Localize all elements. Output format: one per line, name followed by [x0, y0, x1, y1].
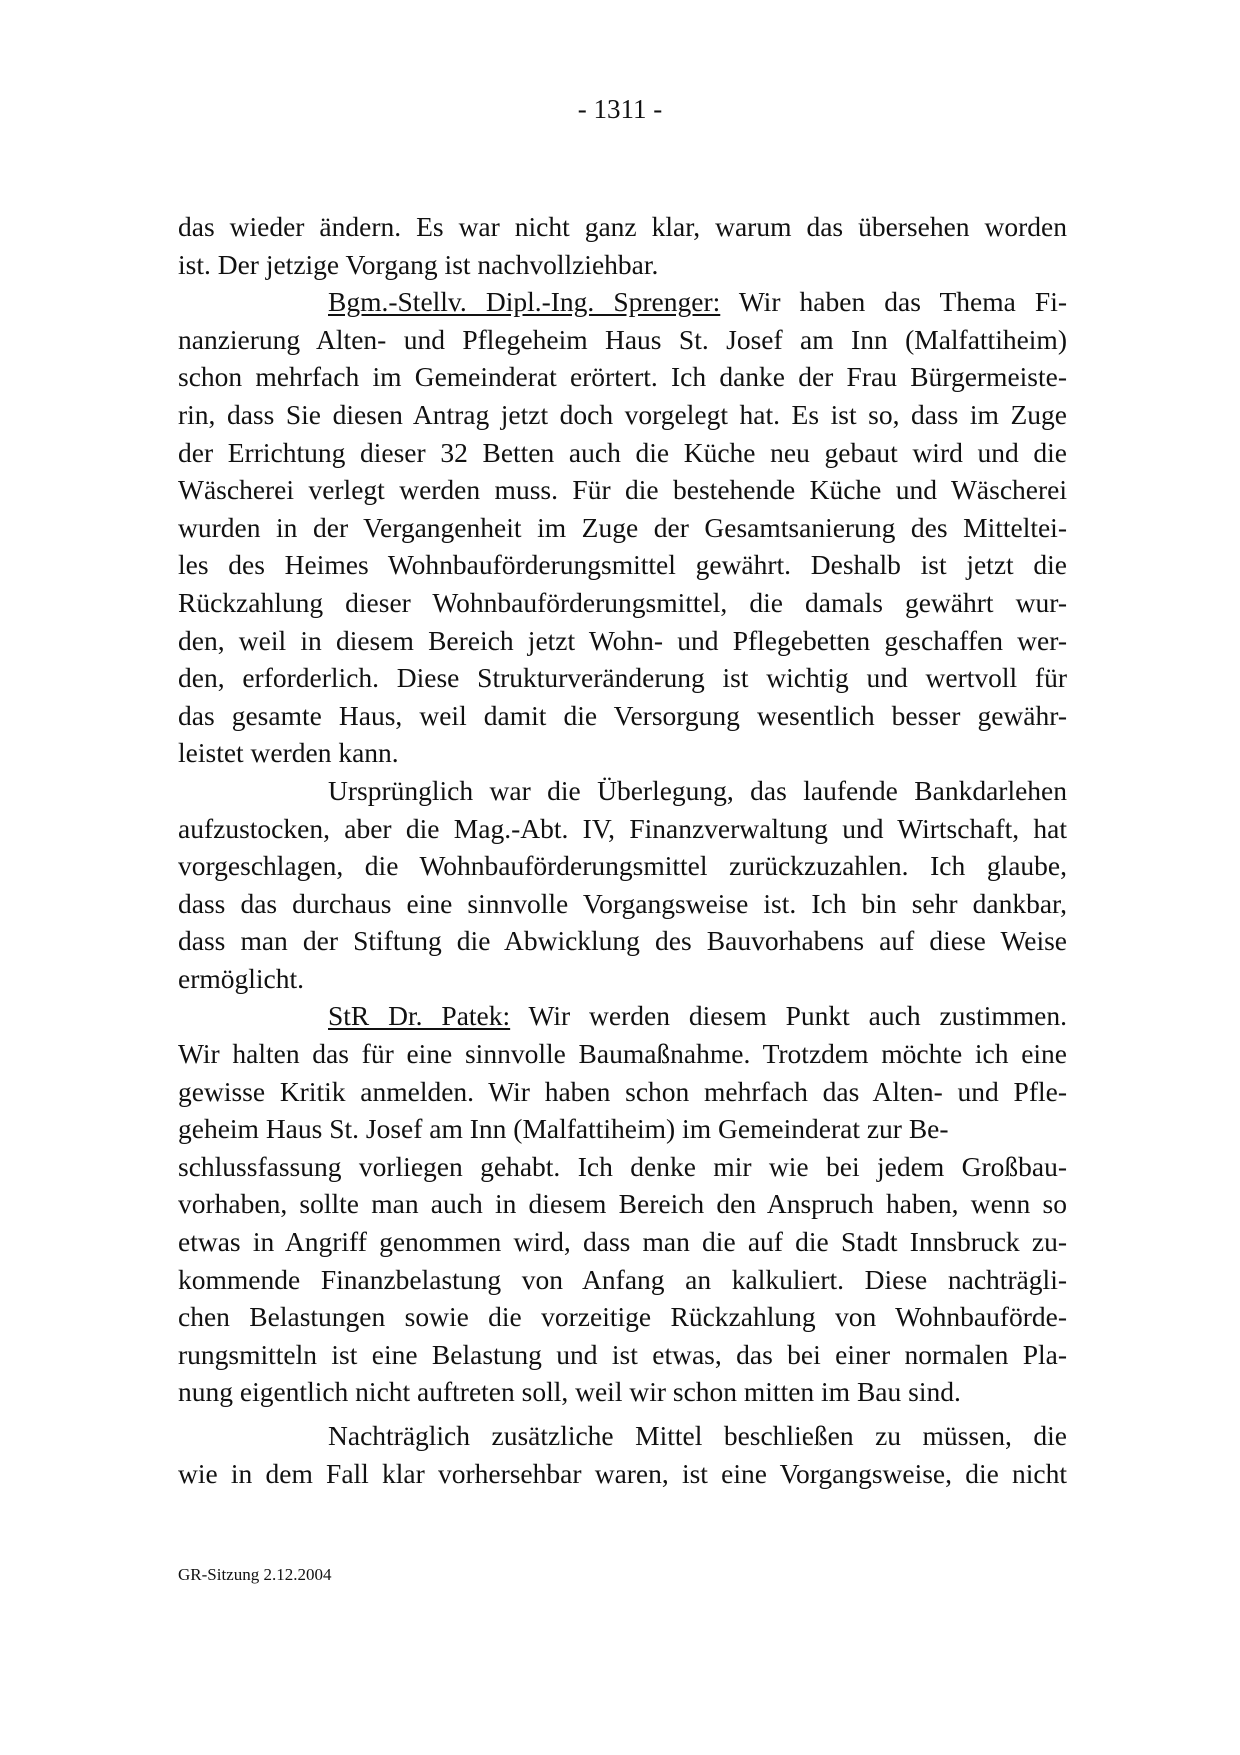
text-line: wie in dem Fall klar vorhersehbar waren, ist eine Vorgangsweise, die nicht — [178, 1457, 1067, 1489]
speaker-line-sprenger — [178, 283, 1067, 321]
text-line: rin, dass Sie diesen Antrag jetzt doch vorgelegt hat. Es ist so, dass im Zuge — [178, 398, 1067, 430]
text-line: dass das durchaus eine sinnvolle Vorgangsweise ist. Ich bin sehr dankbar, — [178, 887, 1067, 919]
text-line: ist. Der jetzige Vorgang ist nachvollziehbar. — [178, 248, 659, 280]
text-line: das gesamte Haus, weil damit die Versorgung wesentlich besser gewähr- — [178, 699, 1067, 731]
text-line: aufzustocken, aber die Mag.-Abt. IV, Finanzverwaltung und Wirtschaft, hat — [178, 812, 1067, 844]
text-line: vorgeschlagen, die Wohnbauförderungsmittel zurückzuzahlen. Ich glaube, — [178, 850, 1067, 882]
text-line: kommende Finanzbelastung von Anfang an kalkuliert. Diese nachträgli- — [178, 1263, 1067, 1295]
text-line: gewisse Kritik anmelden. Wir haben schon mehrfach das Alten- und Pfle- — [178, 1075, 1067, 1107]
text-line: Wäscherei verlegt werden muss. Für die bestehende Küche und Wäscherei — [178, 474, 1067, 506]
text-line: der Errichtung dieser 32 Betten auch die Küche neu gebaut wird und die — [178, 436, 1067, 468]
text-line: Wir halten das für eine sinnvolle Baumaßnahme. Trotzdem möchte ich eine — [178, 1038, 1067, 1070]
text-line: ermöglicht. — [178, 962, 305, 994]
text-line: Nachträglich zusätzliche Mittel beschließen zu müssen, die — [328, 1420, 1067, 1451]
text-line: les des Heimes Wohnbauförderungsmittel gewährt. Deshalb ist jetzt die — [178, 549, 1067, 581]
document-body — [178, 208, 1067, 1492]
text-line: wurden in der Vergangenheit im Zuge der Gesamtsanierung des Mitteltei- — [178, 511, 1067, 543]
text-line: den, erforderlich. Diese Strukturveränderung ist wichtig und wertvoll für — [178, 662, 1067, 694]
text-line: leistet werden kann. — [178, 737, 399, 769]
text-line: chen Belastungen sowie die vorzeitige Rückzahlung von Wohnbauförde- — [178, 1301, 1067, 1333]
text-line: etwas in Angriff genommen wird, dass man die auf die Stadt Innsbruck zu- — [178, 1226, 1067, 1258]
text-line: dass man der Stiftung die Abwicklung des Bauvorhabens auf diese Weise — [178, 925, 1067, 957]
speaker-text: Wir haben das Thema Fi- — [720, 286, 1067, 318]
page-number: - 1311 - — [577, 94, 663, 124]
text-line: nung eigentlich nicht auftreten soll, weil wir schon mitten im Bau sind. — [178, 1376, 961, 1408]
speaker-line-patek — [178, 997, 1067, 1035]
text-line: den, weil in diesem Bereich jetzt Wohn- und Pflegebetten geschaffen wer- — [178, 624, 1067, 656]
text-line: Rückzahlung dieser Wohnbauförderungsmittel, die damals gewährt wur- — [178, 586, 1067, 618]
speaker-text: Wir werden diesem Punkt auch zustimmen. — [510, 1000, 1067, 1032]
text-line: rungsmitteln ist eine Belastung und ist etwas, das bei einer normalen Pla- — [178, 1338, 1067, 1370]
speaker-name: Bgm.-Stellv. Dipl.-Ing. Sprenger: — [328, 286, 721, 318]
text-line: geheim Haus St. Josef am Inn (Malfattiheim) im Gemeinderat zur Be- — [178, 1113, 949, 1145]
speaker-name: StR Dr. Patek: — [328, 1000, 511, 1032]
text-line: nanzierung Alten- und Pflegeheim Haus St. Josef am Inn (Malfattiheim) — [178, 323, 1067, 355]
footer-session-label: GR-Sitzung 2.12.2004 — [178, 1565, 332, 1584]
text-line: Ursprünglich war die Überlegung, das laufende Bankdarlehen — [328, 774, 1067, 806]
text-line: vorhaben, sollte man auch in diesem Bereich den Anspruch haben, wenn so — [178, 1188, 1067, 1220]
text-line: das wieder ändern. Es war nicht ganz klar, warum das übersehen worden — [178, 211, 1067, 242]
text-line: schlussfassung vorliegen gehabt. Ich denke mir wie bei jedem Großbau- — [178, 1150, 1067, 1182]
text-line: schon mehrfach im Gemeinderat erörtert. Ich danke der Frau Bürgermeiste- — [178, 361, 1067, 393]
